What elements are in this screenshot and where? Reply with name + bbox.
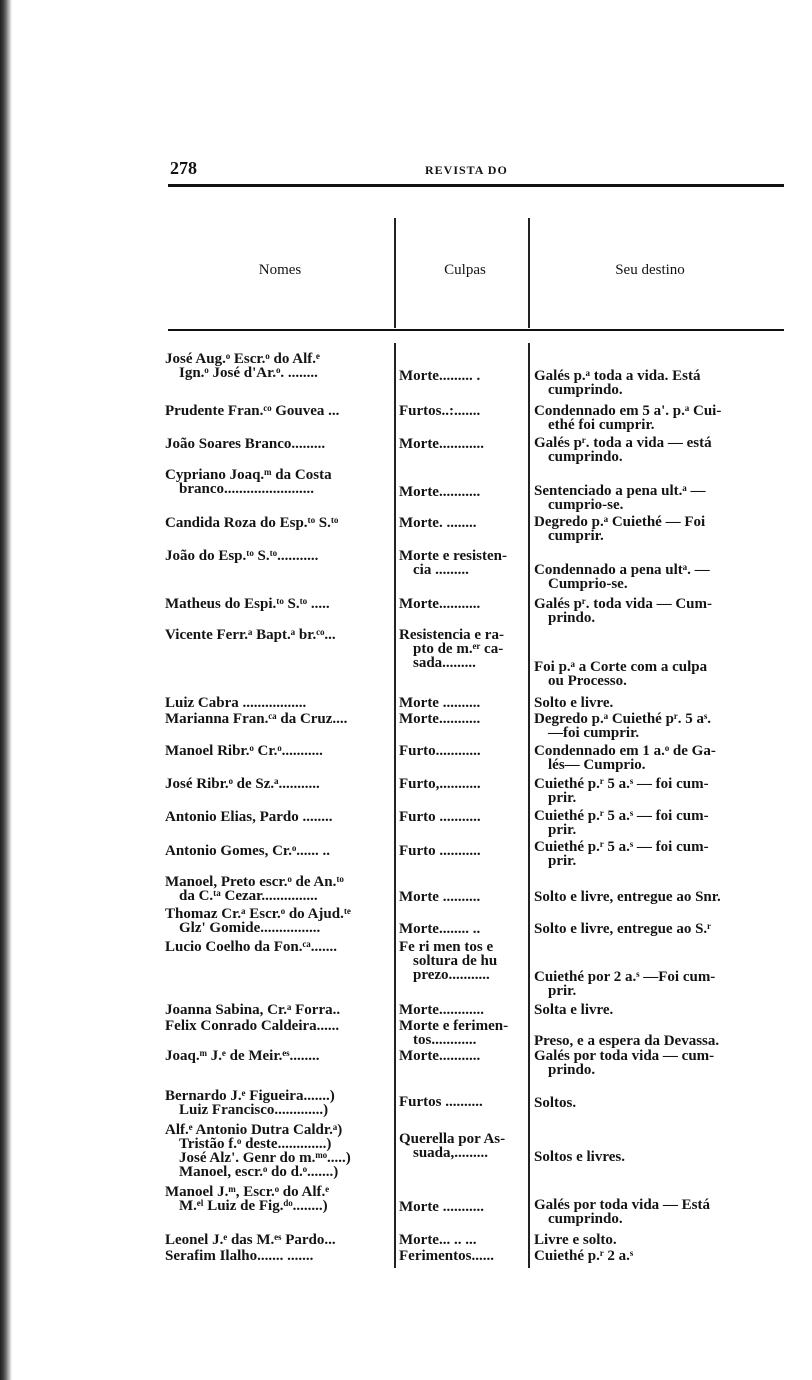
name-entry xyxy=(165,1089,393,1117)
destino-entry xyxy=(534,1233,764,1247)
destino-line: Galés pʳ. toda a vida — está xyxy=(534,435,712,451)
name-entry xyxy=(165,404,393,418)
culpa-line: Morte............ xyxy=(399,436,484,452)
name-line: Lucio Coelho da Fon.ᶜᵃ....... xyxy=(165,939,338,955)
name-line: Matheus do Espi.ᵗᵒ S.ᵗᵒ ..... xyxy=(165,596,330,612)
column-header-culpas: Culpas xyxy=(444,262,486,278)
destino-entry xyxy=(534,1034,764,1048)
destino-entry xyxy=(534,1150,764,1164)
culpa-line: Morte e ferimen- xyxy=(399,1018,509,1034)
name-entry xyxy=(165,1049,393,1063)
destino-line: Cuiethé p.ʳ 2 a.ˢ xyxy=(534,1248,634,1264)
destino-line: cumprio-se. xyxy=(548,497,624,513)
destino-entry xyxy=(534,744,764,772)
culpa-entry xyxy=(399,516,529,530)
culpa-entry xyxy=(399,696,529,710)
table-header-rule xyxy=(168,329,784,331)
destino-entry xyxy=(534,696,764,710)
culpa-line: Furto,........... xyxy=(399,776,481,792)
destino-line: Cumprio-se. xyxy=(548,576,628,592)
destino-line: prir. xyxy=(548,790,577,806)
culpa-entry xyxy=(399,1049,529,1063)
name-line: Tristão f.ᵒ deste.............) xyxy=(179,1136,332,1152)
culpa-line: Morte........ .. xyxy=(399,921,481,937)
culpa-line: Morte... .. ... xyxy=(399,1232,477,1248)
destino-line: Soltos e livres. xyxy=(534,1149,625,1165)
destino-line: cumprindo. xyxy=(548,382,623,398)
culpa-entry xyxy=(399,404,529,418)
destino-entry xyxy=(534,777,764,805)
name-line: Vicente Ferr.ᵃ Bapt.ᵃ br.ᶜᵒ... xyxy=(165,627,336,643)
culpa-entry xyxy=(399,1200,529,1214)
name-line: Thomaz Cr.ᵃ Escr.ᵒ do Ajud.ᵗᵉ xyxy=(165,906,351,922)
name-line: Bernardo J.ᵉ Figueira.......) xyxy=(165,1088,335,1104)
header-rule xyxy=(168,184,784,187)
destino-line: ethé foi cumprir. xyxy=(548,417,655,433)
name-line: Cypriano Joaq.ᵐ da Costa xyxy=(165,467,332,483)
name-line: Luiz Francisco.............) xyxy=(179,1102,329,1118)
culpa-line: Morte........... xyxy=(399,1048,481,1064)
culpa-line: Furtos .......... xyxy=(399,1094,483,1110)
name-line: José Alz'. Genr do m.ᵐᵒ.....) xyxy=(179,1150,351,1166)
culpa-entry xyxy=(399,549,529,577)
destino-line: prir. xyxy=(548,983,577,999)
name-entry xyxy=(165,875,393,903)
culpa-line: pto de m.ᵉʳ ca- xyxy=(413,641,504,657)
name-line: da C.ᵗᵃ Cezar............... xyxy=(179,888,318,904)
culpa-line: sada......... xyxy=(413,655,476,671)
name-entry xyxy=(165,844,393,858)
name-entry xyxy=(165,468,393,496)
column-header-nomes: Nomes xyxy=(258,262,302,278)
destino-line: Galés pʳ. toda vida — Cum- xyxy=(534,596,713,612)
name-line: Leonel J.ᵉ das M.ᵉˢ Pardo... xyxy=(165,1232,336,1248)
culpa-entry xyxy=(399,922,529,936)
culpa-line: suada,......... xyxy=(413,1145,489,1161)
culpa-line: tos............ xyxy=(413,1032,477,1048)
name-entry xyxy=(165,352,393,380)
culpa-entry xyxy=(399,628,529,670)
name-line: João do Esp.ᵗᵒ S.ᵗᵒ........... xyxy=(165,548,319,564)
destino-line: Cuiethé p.ʳ 5 a.ˢ — foi cum- xyxy=(534,808,709,824)
destino-line: Preso, e a espera da Devassa. xyxy=(534,1033,720,1049)
destino-entry xyxy=(534,1198,764,1226)
name-line: Ign.ᵒ José d'Ar.ᵒ. ........ xyxy=(179,365,318,381)
destino-line: Degredo p.ᵃ Cuiethé pʳ. 5 aˢ. xyxy=(534,711,712,727)
name-entry xyxy=(165,437,393,451)
destino-line: prir. xyxy=(548,822,577,838)
name-line: M.ᵉˡ Luiz de Fig.ᵈᵒ........) xyxy=(179,1198,328,1214)
destino-line: Solto e livre, entregue ao S.ʳ xyxy=(534,921,711,937)
culpa-entry xyxy=(399,712,529,726)
destino-entry xyxy=(534,515,764,543)
culpa-line: Morte........... xyxy=(399,711,481,727)
name-entry xyxy=(165,1233,393,1247)
culpa-entry xyxy=(399,1095,529,1109)
destino-line: Foi p.ᵃ a Corte com a culpa xyxy=(534,659,708,675)
name-line: Candida Roza do Esp.ᵗᵒ S.ᵗᵒ xyxy=(165,515,339,531)
name-entry xyxy=(165,696,393,710)
column-header-destino: Seu destino xyxy=(615,262,685,278)
destino-line: cumprindo. xyxy=(548,1211,623,1227)
culpa-line: Furto ........... xyxy=(399,809,481,825)
page-number: 278 xyxy=(170,158,197,178)
name-entry xyxy=(165,516,393,530)
destino-line: —foi cumprir. xyxy=(548,725,640,741)
destino-entry xyxy=(534,1096,764,1110)
name-line: Marianna Fran.ᶜᵃ da Cruz.... xyxy=(165,711,348,727)
culpa-line: Morte .......... xyxy=(399,889,481,905)
destino-entry xyxy=(534,809,764,837)
destino-line: Solto e livre. xyxy=(534,695,614,711)
name-entry xyxy=(165,1185,393,1213)
name-line: Serafim Ilalho....... ....... xyxy=(165,1248,314,1264)
name-line: Felix Conrado Caldeira...... xyxy=(165,1018,340,1034)
culpa-entry xyxy=(399,1019,529,1047)
name-entry xyxy=(165,810,393,824)
destino-line: ou Processo. xyxy=(548,673,627,689)
name-entry xyxy=(165,1019,393,1033)
name-line: Joaq.ᵐ J.ᵉ de Meir.ᵉˢ........ xyxy=(165,1048,320,1064)
name-entry xyxy=(165,712,393,726)
culpa-entry xyxy=(399,1132,529,1160)
culpa-line: Furto............ xyxy=(399,743,481,759)
destino-line: prindo. xyxy=(548,1062,596,1078)
destino-entry xyxy=(534,890,764,904)
destino-entry xyxy=(534,1003,764,1017)
culpa-line: Furto ........... xyxy=(399,843,481,859)
name-entry xyxy=(165,777,393,791)
culpa-entry xyxy=(399,844,529,858)
destino-entry xyxy=(534,840,764,868)
name-line: Glz' Gomide................ xyxy=(179,920,321,936)
culpa-line: Querella por As- xyxy=(399,1131,506,1147)
destino-line: Sentenciado a pena ult.ᵃ — xyxy=(534,483,706,499)
destino-line: Condennado a pena ultᵃ. — xyxy=(534,562,710,578)
name-line: Alf.ᵉ Antonio Dutra Caldr.ᵃ) xyxy=(165,1122,343,1138)
culpa-entry xyxy=(399,485,529,499)
book-binding-edge xyxy=(0,0,12,1380)
destino-line: Cuiethé p.ʳ 5 a.ˢ — foi cum- xyxy=(534,839,709,855)
destino-entry xyxy=(534,1249,764,1263)
culpa-line: cia ......... xyxy=(413,562,469,578)
destino-entry xyxy=(534,436,764,464)
culpa-line: Ferimentos...... xyxy=(399,1248,494,1264)
name-line: Luiz Cabra ................. xyxy=(165,695,307,711)
destino-line: cumprir. xyxy=(548,528,604,544)
name-entry xyxy=(165,1003,393,1017)
column-divider xyxy=(394,343,396,1268)
column-divider xyxy=(528,343,530,1268)
culpa-entry xyxy=(399,890,529,904)
culpa-line: Morte........... xyxy=(399,484,481,500)
culpa-entry xyxy=(399,940,529,982)
destino-line: Galés p.ᵃ toda a vida. Está xyxy=(534,368,701,384)
destino-entry xyxy=(534,712,764,740)
destino-line: Cuiethé por 2 a.ˢ —Foi cum- xyxy=(534,969,716,985)
culpa-line: Morte. ........ xyxy=(399,515,477,531)
culpa-line: Fe ri men tos e xyxy=(399,939,494,955)
name-entry xyxy=(165,1123,393,1179)
culpa-entry xyxy=(399,369,529,383)
culpa-entry xyxy=(399,810,529,824)
name-line: José Aug.ᵒ Escr.ᵒ do Alf.ᵉ xyxy=(165,351,320,367)
culpa-line: soltura de hu xyxy=(413,953,498,969)
name-line: Antonio Gomes, Cr.ᵒ...... .. xyxy=(165,843,330,859)
destino-line: Condennado em 5 a'. p.ᵃ Cui- xyxy=(534,403,722,419)
name-line: Joanna Sabina, Cr.ᵃ Forra.. xyxy=(165,1002,341,1018)
column-divider xyxy=(394,218,396,328)
destino-entry xyxy=(534,597,764,625)
running-head: REVISTA DO xyxy=(425,163,508,177)
culpa-entry xyxy=(399,777,529,791)
destino-line: prir. xyxy=(548,853,577,869)
destino-entry xyxy=(534,369,764,397)
culpa-line: Morte .......... xyxy=(399,695,481,711)
destino-entry xyxy=(534,922,764,936)
name-entry xyxy=(165,907,393,935)
name-entry xyxy=(165,628,393,642)
name-line: Manoel J.ᵐ, Escr.ᵒ do Alf.ᵉ xyxy=(165,1184,330,1200)
culpa-entry xyxy=(399,1233,529,1247)
name-entry xyxy=(165,597,393,611)
name-line: branco........................ xyxy=(179,481,314,497)
culpa-line: Morte ........... xyxy=(399,1199,484,1215)
destino-line: Solto e livre, entregue ao Snr. xyxy=(534,889,721,905)
name-entry xyxy=(165,744,393,758)
destino-line: lés— Cumprio. xyxy=(548,757,646,773)
name-entry xyxy=(165,940,393,954)
destino-line: Cuiethé p.ʳ 5 a.ˢ — foi cum- xyxy=(534,776,709,792)
destino-line: Condennado em 1 a.ᵒ de Ga- xyxy=(534,743,716,759)
culpa-line: Morte........... xyxy=(399,596,481,612)
name-line: Manoel, Preto escr.ᵒ de An.ᵗᵒ xyxy=(165,874,344,890)
culpa-entry xyxy=(399,1003,529,1017)
destino-line: Soltos. xyxy=(534,1095,577,1111)
culpa-entry xyxy=(399,437,529,451)
culpa-line: Furtos..:....... xyxy=(399,403,481,419)
name-line: João Soares Branco......... xyxy=(165,436,326,452)
destino-entry xyxy=(534,404,764,432)
culpa-line: Morte e resisten- xyxy=(399,548,508,564)
name-line: Manoel, escr.ᵒ do d.ᵒ.......) xyxy=(179,1164,339,1180)
name-entry xyxy=(165,1249,393,1263)
destino-entry xyxy=(534,660,764,688)
name-line: José Ribr.ᵒ de Sz.ᵃ........... xyxy=(165,776,320,792)
culpa-line: Morte............ xyxy=(399,1002,484,1018)
culpa-line: prezo........... xyxy=(413,967,490,983)
destino-line: Galés por toda vida — cum- xyxy=(534,1048,715,1064)
destino-line: Livre e solto. xyxy=(534,1232,617,1248)
culpa-line: Resistencia e ra- xyxy=(399,627,504,643)
destino-line: Solta e livre. xyxy=(534,1002,614,1018)
destino-line: Degredo p.ᵃ Cuiethé — Foi xyxy=(534,514,706,530)
destino-line: cumprindo. xyxy=(548,449,623,465)
column-divider xyxy=(528,218,530,328)
culpa-entry xyxy=(399,744,529,758)
destino-entry xyxy=(534,1049,764,1077)
culpa-line: Morte......... . xyxy=(399,368,481,384)
name-line: Antonio Elias, Pardo ........ xyxy=(165,809,333,825)
destino-line: Galés por toda vida — Está xyxy=(534,1197,710,1213)
destino-entry xyxy=(534,970,764,998)
culpa-entry xyxy=(399,597,529,611)
culpa-entry xyxy=(399,1249,529,1263)
destino-entry xyxy=(534,484,764,512)
name-entry xyxy=(165,549,393,563)
destino-line: prindo. xyxy=(548,610,596,626)
destino-entry xyxy=(534,563,764,591)
name-line: Prudente Fran.ᶜᵒ Gouvea ... xyxy=(165,403,340,419)
name-line: Manoel Ribr.ᵒ Cr.ᵒ........... xyxy=(165,743,323,759)
